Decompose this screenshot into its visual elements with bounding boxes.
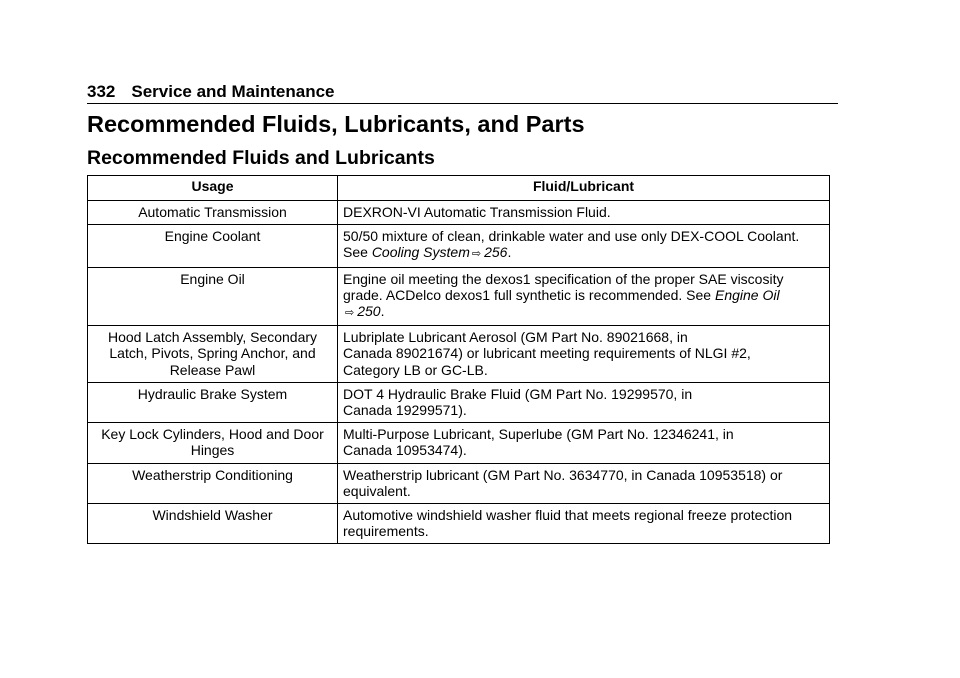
fluid-cell xyxy=(338,326,830,383)
usage-text: Key Lock Cylinders, Hood and Door xyxy=(101,426,324,443)
usage-cell xyxy=(88,225,338,267)
reference-link[interactable]: Engine Oil xyxy=(714,286,780,303)
table-header-row xyxy=(88,176,830,201)
fluid-cell xyxy=(338,225,830,267)
table-row xyxy=(88,326,830,383)
fluid-cell xyxy=(338,463,830,503)
fluid-text: Automotive windshield washer fluid that meets regional freeze protection xyxy=(343,507,793,524)
page-number: 332 xyxy=(87,82,116,101)
usage-cell xyxy=(88,267,338,326)
page-reference-icon: ⇨ xyxy=(345,307,355,320)
table-row xyxy=(88,201,830,225)
table-row xyxy=(88,504,830,544)
fluid-cell xyxy=(338,504,830,544)
fluid-cell xyxy=(338,267,830,326)
page-title: Recommended Fluids, Lubricants, and Parts xyxy=(87,111,585,137)
section-title: Service and Maintenance xyxy=(131,82,335,101)
usage-cell xyxy=(88,382,338,422)
reference-suffix: . xyxy=(380,303,385,320)
fluid-text: 50/50 mixture of clean, drinkable water and use only DEX-COOL Coolant. xyxy=(343,228,800,245)
usage-text: Hydraulic Brake System xyxy=(137,385,288,402)
fluid-text: DEXRON-VI Automatic Transmission Fluid. xyxy=(343,204,611,220)
table-row xyxy=(88,382,830,422)
fluid-text: Multi-Purpose Lubricant, Superlube (GM Part No. 12346241, in xyxy=(343,426,734,443)
table-row xyxy=(88,423,830,463)
table-row xyxy=(88,463,830,503)
page-reference-icon: ⇨ xyxy=(471,248,482,261)
fluid-text: Canada 19299571). xyxy=(343,402,467,419)
usage-cell xyxy=(88,201,338,225)
table-row xyxy=(88,225,830,267)
usage-text: Weatherstrip Conditioning xyxy=(132,466,293,483)
fluid-text: equivalent. xyxy=(343,482,411,499)
usage-cell xyxy=(88,423,338,463)
fluid-text: Weatherstrip lubricant (GM Part No. 3634770, in Canada 10953518) or xyxy=(343,466,783,483)
page-header xyxy=(87,82,838,104)
usage-text: Windshield Washer xyxy=(152,507,273,524)
usage-text: Engine Oil xyxy=(180,270,245,287)
column-header-usage: Usage xyxy=(88,176,338,201)
section-heading: Recommended Fluids and Lubricants xyxy=(87,147,435,169)
fluid-text: grade. ACDelco dexos1 full synthetic is recommended. See xyxy=(343,286,712,303)
fluid-text: Canada 89021674) or lubricant meeting requirements of NLGI #2, xyxy=(343,345,751,362)
usage-cell xyxy=(88,463,338,503)
usage-text: Latch, Pivots, Spring Anchor, and xyxy=(109,345,316,362)
fluid-cell xyxy=(338,423,830,463)
fluid-text: Canada 10953474). xyxy=(343,442,467,459)
usage-cell xyxy=(88,504,338,544)
reference-suffix: . xyxy=(507,244,512,261)
reference-link[interactable]: Cooling System xyxy=(371,244,470,261)
usage-text: Release Pawl xyxy=(169,361,256,378)
fluids-table xyxy=(87,175,830,544)
usage-text: Hinges xyxy=(190,442,235,459)
fluid-text: Category LB or GC-LB. xyxy=(343,361,488,378)
fluid-text: Engine oil meeting the dexos1 specification of the proper SAE viscosity xyxy=(343,270,784,287)
fluid-text: Lubriplate Lubricant Aerosol (GM Part No. 89021668, in xyxy=(343,329,688,346)
usage-cell xyxy=(88,326,338,383)
fluid-cell xyxy=(338,201,830,225)
usage-text: Engine Coolant xyxy=(164,228,261,245)
reference-page[interactable]: 250 xyxy=(357,303,381,320)
reference-prefix: See xyxy=(343,244,368,261)
usage-text: Automatic Transmission xyxy=(138,204,287,220)
fluid-text: DOT 4 Hydraulic Brake Fluid (GM Part No. 19299570, in xyxy=(343,385,693,402)
table-row xyxy=(88,267,830,326)
usage-text: Hood Latch Assembly, Secondary xyxy=(107,329,318,346)
reference-page[interactable]: 256 xyxy=(484,244,508,261)
fluid-text: requirements. xyxy=(343,523,429,540)
column-header-fluid: Fluid/Lubricant xyxy=(338,176,830,201)
fluid-cell xyxy=(338,382,830,422)
